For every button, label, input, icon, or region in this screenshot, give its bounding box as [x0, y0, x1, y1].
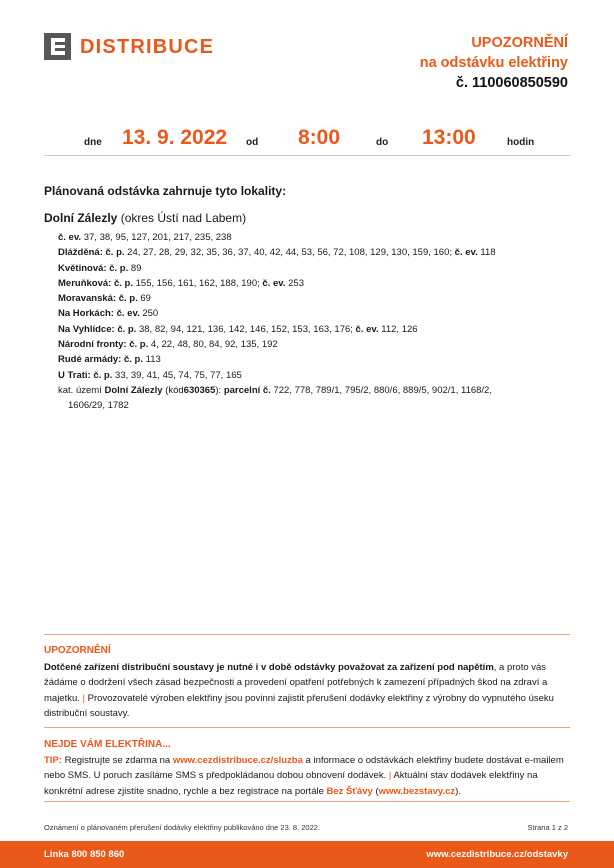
house-numbers: 33, 39, 41, 45, 74, 75, 77, 165	[115, 369, 242, 381]
footer-url[interactable]: www.cezdistribuce.cz/odstavky	[426, 849, 568, 860]
house-numbers: 4, 22, 48, 80, 84, 92, 135, 192	[150, 339, 278, 351]
no-power-heading: NEJDE VÁM ELEKTŘINA...	[44, 739, 171, 750]
parcel-code: 630365	[183, 385, 216, 396]
street-row	[58, 261, 578, 276]
house-numbers: 112, 126	[381, 323, 418, 335]
street-row	[58, 322, 578, 337]
locations-intro: Plánovaná odstávka zahrnuje tyto lokality:	[44, 184, 287, 198]
parcel-prefix: kat. území	[58, 385, 102, 396]
house-numbers: 155, 156, 161, 162, 188, 190;	[135, 277, 260, 289]
number-type-label: č. p.	[113, 277, 133, 289]
house-numbers: 24, 27, 28, 29, 32, 35, 36, 37, 40, 42, 44, 53, 56, 72, 108, 129, 130, 159, 160;	[127, 247, 453, 259]
street-list	[58, 230, 578, 383]
warning-divider-bottom	[44, 727, 570, 728]
tip-text-2: a informace o odstávkách elektřiny budete dostávat e-mailem nebo SMS. U poruch zasíláme SMS s předpokládanou dobou obnovení dodávek.	[44, 755, 564, 782]
portal-paren-open: (	[375, 785, 379, 797]
street-name: U Trati:	[58, 369, 91, 381]
cez-logo	[44, 33, 234, 63]
street-row	[58, 368, 578, 383]
parcel-code-close: ):	[215, 385, 222, 396]
town-name: Dolní Zálezly	[44, 211, 118, 225]
logo-brand-text: DISTRIBUCE	[80, 36, 215, 58]
warning-separator: |	[82, 692, 86, 704]
date-label: dne	[84, 137, 102, 148]
portal-name: Bez Šťávy	[326, 785, 373, 797]
no-power-divider	[44, 801, 570, 802]
house-numbers: 89	[130, 262, 142, 274]
street-name: Květinová:	[58, 262, 107, 274]
number-type-label: č. ev.	[262, 277, 286, 289]
no-power-text	[44, 753, 574, 799]
registration-link[interactable]: www.cezdistribuce.cz/sluzba	[172, 755, 303, 766]
number-type-label: č. p.	[117, 323, 137, 335]
warning-bold-text: Dotčené zařízení distribuční soustavy je nutné i v době odstávky považovat za zařízení pod napětím	[44, 662, 494, 673]
tip-label: TIP:	[44, 755, 62, 766]
number-type-label: č. ev.	[58, 232, 82, 243]
number-type-label: č. ev.	[454, 247, 478, 259]
street-name: Na Vyhlídce:	[58, 323, 115, 335]
warning-text-after: , a proto vás žádáme o dodržení všech zásad bezpečnosti a provedení opatření potřebných k zamezení případných škod na zdraví a majetku.	[44, 662, 548, 704]
status-text: Aktuální stav dodávek elektřiny na konkrétní adrese zjistíte snadno, rychle a bez registrace na portále	[44, 770, 538, 797]
outage-start-time: 8:00	[298, 126, 341, 149]
warning-text	[44, 660, 574, 721]
parcel-label: parcelní č.	[223, 385, 271, 396]
notice-title-block	[420, 33, 568, 93]
street-row	[58, 291, 578, 306]
street-name: Meruňková:	[58, 277, 112, 289]
warning-divider-top	[44, 634, 570, 635]
street-name: Na Horkách:	[58, 308, 114, 320]
footer-phone[interactable]: Linka 800 850 860	[44, 849, 125, 860]
street-row	[58, 245, 578, 260]
street-row	[58, 337, 578, 352]
street-row	[58, 230, 578, 245]
cadastral-parcels	[58, 383, 578, 413]
footer-bar	[0, 841, 614, 868]
page-number: Strana 1 z 2	[527, 823, 568, 832]
portal-paren-close: ).	[455, 785, 461, 797]
warning-text-producers: Provozovatelé výroben elektřiny jsou povinni zajistit přerušení dodávky elektřiny z výrobny do vypnutého úseku distribuční soustavy.	[44, 692, 554, 719]
street-name: Moravanská:	[58, 293, 117, 305]
tip-text-1: Registrujte se zdarma na	[64, 755, 171, 766]
house-numbers: 69	[140, 293, 151, 305]
notice-heading: UPOZORNĚNÍ	[471, 35, 568, 51]
parcel-values-line2: 1606/29, 1782	[68, 400, 129, 411]
outage-end-time: 13:00	[422, 126, 476, 149]
date-row-divider	[44, 155, 570, 156]
street-name: Dlážděná:	[58, 247, 103, 259]
number-type-label: č. ev.	[355, 323, 379, 335]
outage-date: 13. 9. 2022	[122, 126, 228, 149]
to-label: do	[376, 137, 389, 148]
parcel-area: Dolní Zálezly	[104, 385, 163, 396]
street-row	[58, 352, 578, 367]
publication-note: Oznámení o plánovaném přerušení dodávky elektřiny publikováno dne 23. 8. 2022.	[44, 823, 321, 832]
street-row	[58, 306, 578, 321]
street-row	[58, 276, 578, 291]
portal-link[interactable]: www.bezstavy.cz	[378, 785, 456, 797]
from-label: od	[246, 137, 259, 148]
notice-subheading: na odstávku elektřiny	[419, 55, 568, 71]
no-power-separator: |	[388, 770, 392, 782]
house-numbers: 118	[480, 247, 496, 259]
parcel-values-line1: 722, 778, 789/1, 795/2, 880/6, 889/5, 902/1, 1168/2,	[273, 385, 492, 396]
house-numbers: 250	[142, 308, 159, 320]
street-name: Rudé armády:	[58, 354, 122, 366]
parcel-code-open: (kód	[165, 385, 184, 396]
number-type-label: č. p.	[124, 354, 144, 366]
town-heading	[44, 211, 246, 225]
number-type-label: č. p.	[109, 262, 129, 274]
number-type-label: č. ev.	[116, 308, 140, 320]
number-type-label: č. p.	[129, 339, 149, 351]
town-district: (okres Ústí nad Labem)	[120, 211, 247, 225]
house-numbers: 253	[288, 277, 304, 289]
cez-logo-mark-icon	[44, 33, 71, 60]
house-numbers: 37, 38, 95, 127, 201, 217, 235, 238	[83, 232, 232, 243]
house-numbers: 113	[145, 354, 161, 366]
warning-heading: UPOZORNĚNÍ	[44, 645, 111, 656]
number-type-label: č. p.	[118, 293, 138, 305]
number-type-label: č. p.	[93, 369, 113, 381]
street-name: Národní fronty:	[58, 339, 127, 351]
notice-number: č. 110060850590	[455, 75, 568, 91]
number-type-label: č. p.	[105, 247, 125, 259]
house-numbers: 38, 82, 94, 121, 136, 142, 146, 152, 153, 163, 176;	[138, 323, 353, 335]
hours-label: hodin	[507, 137, 535, 148]
